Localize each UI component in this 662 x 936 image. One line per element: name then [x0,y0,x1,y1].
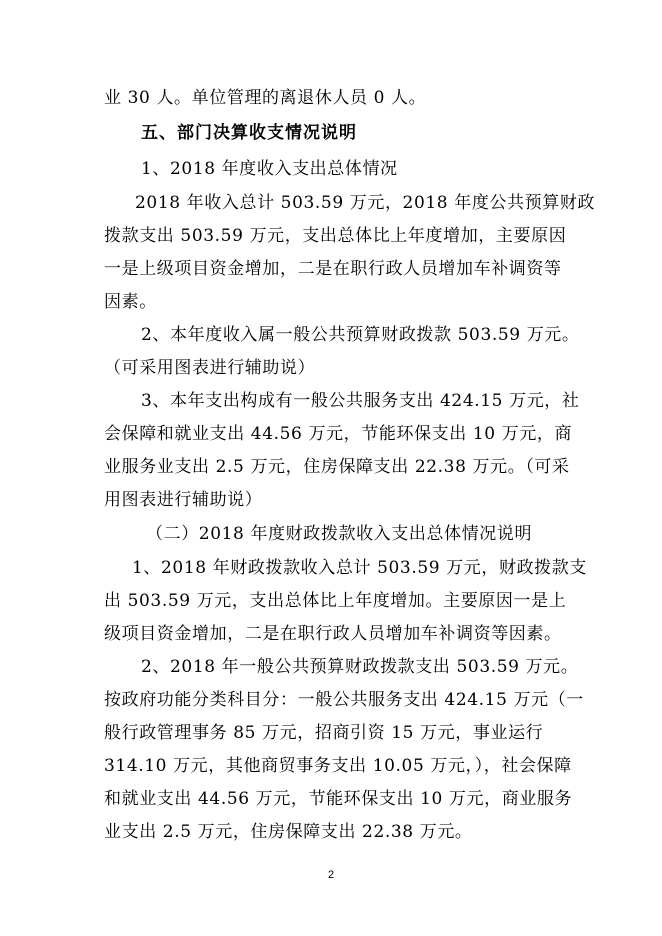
page-number: 2 [327,869,335,881]
text-line: 和就业支出 44.56 万元，节能环保支出 10 万元，商业服务 [104,789,573,809]
text-line: 因素。 [104,292,157,312]
text-line: 2、2018 年一般公共预算财政拨款支出 503.59 万元。 [141,657,579,677]
text-line: 1、2018 年财政拨款收入总计 503.59 万元，财政拨款支 [132,558,587,578]
text-line: 级项目资金增加，二是在职行政人员增加车补调资等因素。 [104,624,562,644]
text-line: 业服务业支出 2.5 万元，住房保障支出 22.38 万元。（可采 [104,457,570,477]
text-line: （可采用图表进行辅助说） [104,358,316,378]
text-line: 般行政管理事务 85 万元，招商引资 15 万元，事业运行 [104,723,544,743]
text-line: 按政府功能分类科目分：一般公共服务支出 424.15 万元（一 [104,690,584,710]
text-line: 3、本年支出构成有一般公共服务支出 424.15 万元，社 [141,391,580,411]
subsection-heading: （二）2018 年度财政拨款收入支出总体情况说明 [146,524,533,544]
text-line: 业支出 2.5 万元，住房保障支出 22.38 万元。 [104,822,473,842]
text-line: 会保障和就业支出 44.56 万元，节能环保支出 10 万元，商 [104,424,573,444]
text-line: 出 503.59 万元，支出总体比上年度增加。主要原因一是上 [104,591,567,611]
text-line: 一是上级项目资金增加，二是在职行政人员增加车补调资等 [104,259,562,279]
subsection-heading: 1、2018 年度收入支出总体情况 [141,159,398,179]
text-line: 314.10 万元，其他商贸事务支出 10.05 万元，），社会保障 [104,756,572,776]
section-heading: 五、部门决算收支情况说明 [141,123,357,143]
text-line: 用图表进行辅助说） [104,490,263,510]
text-line: 业 30 人。单位管理的离退休人员 0 人。 [104,88,427,108]
text-line: 2、本年度收入属一般公共预算财政拨款 503.59 万元。 [141,325,580,345]
text-line: 2018 年收入总计 503.59 万元，2018 年度公共预算财政 [135,193,596,213]
text-line: 拨款支出 503.59 万元，支出总体比上年度增加，主要原因 [104,226,567,246]
